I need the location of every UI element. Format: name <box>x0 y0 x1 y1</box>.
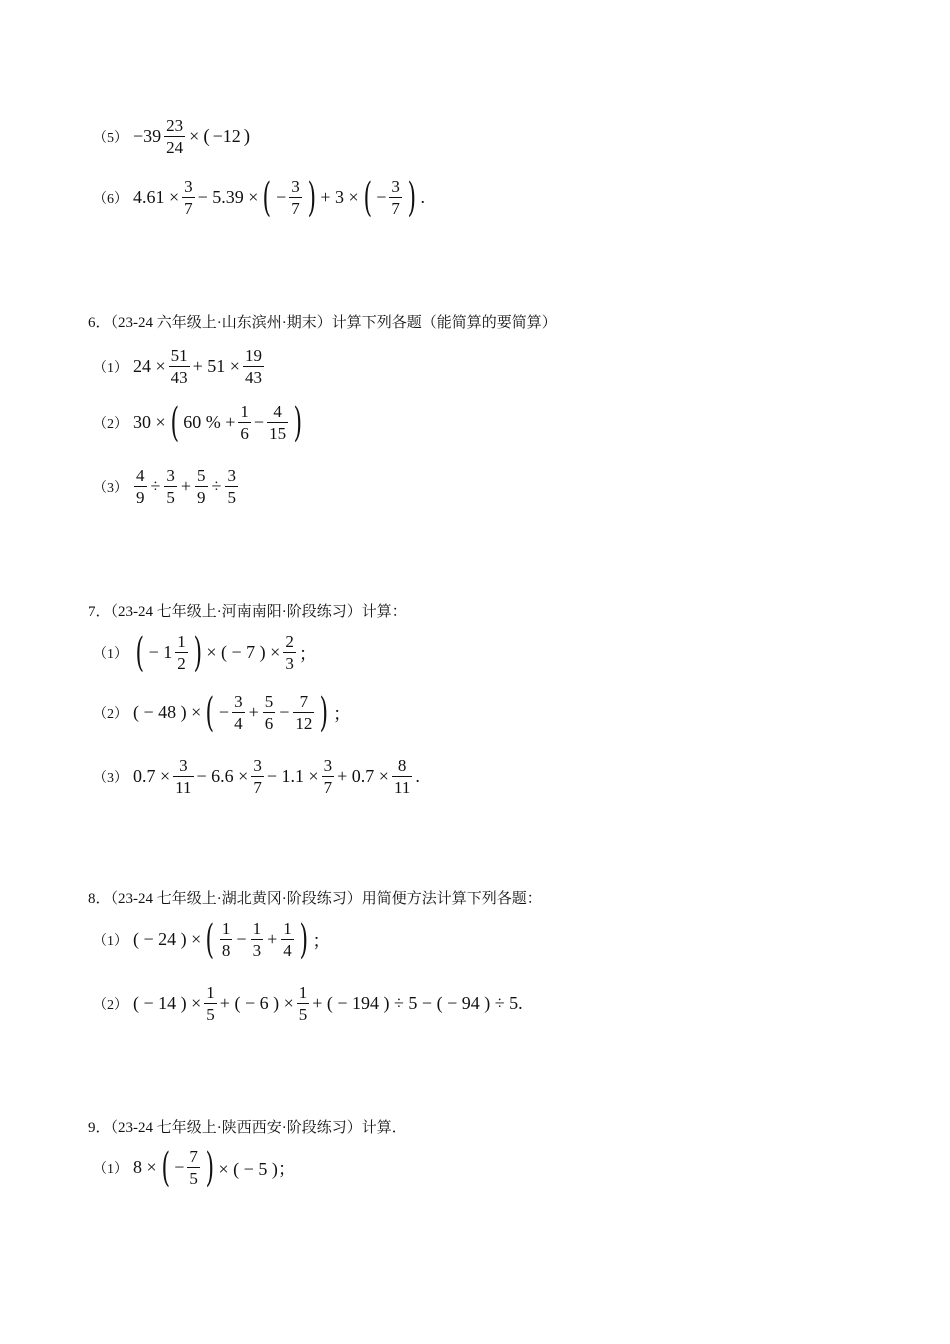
numerator: 8 <box>397 756 407 775</box>
item-label: （1） <box>93 933 128 949</box>
term: − 1.1 × <box>266 766 319 787</box>
paren-right: ) <box>243 125 251 147</box>
term: 0.7 × <box>133 766 171 787</box>
denominator: 43 <box>170 367 188 387</box>
big-paren-right: ) <box>299 916 308 963</box>
numerator: 4 <box>136 466 145 485</box>
term: −12 <box>212 126 241 147</box>
big-paren-left: ( <box>170 399 179 446</box>
operator: − <box>279 702 290 723</box>
denominator: 7 <box>184 198 193 218</box>
numerator: 3 <box>184 177 193 196</box>
big-paren-left: ( <box>262 174 272 221</box>
big-paren-left: ( <box>161 1144 170 1191</box>
item-label: （3） <box>93 480 128 496</box>
numerator: 3 <box>234 692 243 711</box>
question-6-header: 6．（23-24 六年级上·山东滨州·期末）计算下列各题（能简算的要简算） <box>88 315 557 331</box>
fraction <box>392 756 412 797</box>
denominator: 7 <box>253 777 262 797</box>
denominator: 5 <box>206 1004 215 1024</box>
fraction <box>195 466 208 507</box>
term: − <box>174 1157 185 1178</box>
math-expression <box>132 1144 297 1191</box>
denominator: 43 <box>244 367 262 387</box>
math-expression <box>132 116 252 157</box>
operator: + <box>267 929 278 950</box>
term: − 5.39 × <box>197 187 259 208</box>
denominator: 11 <box>393 777 411 797</box>
numerator: 23 <box>166 116 184 135</box>
term: ( − 14 ) × <box>133 993 202 1014</box>
math-expression <box>132 346 266 387</box>
item-label: （1） <box>93 646 128 662</box>
numerator: 3 <box>323 756 333 775</box>
q8-item-1 <box>93 916 331 963</box>
denominator: 6 <box>240 423 249 443</box>
math-expression <box>132 399 306 446</box>
fraction <box>289 177 302 218</box>
q7-item-3 <box>93 756 421 797</box>
problem-6-item <box>93 174 426 221</box>
denominator: 5 <box>189 1168 198 1188</box>
term: . <box>415 766 420 787</box>
numerator: 3 <box>291 177 300 196</box>
denominator: 5 <box>227 487 236 507</box>
math-expression <box>132 916 331 963</box>
numerator: 3 <box>179 756 188 775</box>
fraction <box>243 346 264 387</box>
fraction <box>182 177 195 218</box>
q6-item-1 <box>93 346 266 387</box>
denominator: 6 <box>264 713 274 733</box>
fraction <box>173 756 193 797</box>
term: − 6.6 × <box>196 766 249 787</box>
operator: − <box>236 929 247 950</box>
numerator: 4 <box>273 402 282 421</box>
numerator: 7 <box>299 692 309 711</box>
denominator: 11 <box>175 777 192 797</box>
fraction <box>238 402 251 443</box>
fraction <box>263 692 276 733</box>
math-expression <box>132 983 524 1024</box>
item-label: （2） <box>93 416 128 432</box>
denominator: 4 <box>283 940 292 960</box>
math-expression <box>132 629 318 676</box>
big-paren-right: ) <box>319 689 329 736</box>
fraction <box>281 919 294 960</box>
term: − <box>218 702 230 723</box>
math-expression <box>132 174 426 221</box>
term: × ( − 7 ) × <box>206 642 281 663</box>
numerator: 5 <box>264 692 274 711</box>
q7-item-2 <box>93 689 352 736</box>
denominator: 9 <box>136 487 145 507</box>
fraction <box>232 692 245 733</box>
term: 4.61 × <box>133 187 180 208</box>
term: ； <box>332 703 351 724</box>
denominator: 5 <box>166 487 175 507</box>
operator: + <box>248 702 259 723</box>
denominator: 7 <box>323 777 333 797</box>
item-label: （1） <box>93 1161 128 1177</box>
term: − <box>376 187 387 208</box>
term: × ( − 5 )； <box>218 1158 296 1179</box>
fraction <box>293 692 314 733</box>
item-label: （5） <box>93 130 128 146</box>
fraction <box>297 983 310 1024</box>
numerator: 1 <box>206 983 215 1002</box>
big-paren-right: ) <box>293 399 303 446</box>
math-expression <box>132 466 240 507</box>
fraction <box>251 756 264 797</box>
q8-item-2 <box>93 983 524 1024</box>
item-label: （1） <box>93 360 128 376</box>
question-7-header: 7．（23-24 七年级上·河南南阳·阶段练习）计算： <box>88 604 407 620</box>
big-paren-left: ( <box>205 916 215 963</box>
operator: ÷ <box>211 476 222 497</box>
denominator: 24 <box>166 137 184 157</box>
fraction <box>251 919 264 960</box>
denominator: 12 <box>295 713 313 733</box>
numerator: 51 <box>170 346 188 365</box>
big-paren-left: ( <box>135 629 145 676</box>
term: − <box>253 412 265 433</box>
term: . <box>420 187 426 208</box>
big-paren-right: ) <box>307 174 316 221</box>
fraction <box>164 116 185 157</box>
term: ( − 48 ) × <box>133 702 202 723</box>
denominator: 5 <box>298 1004 308 1024</box>
problem-5-item <box>93 116 252 157</box>
question-8-header: 8．（23-24 七年级上·湖北黄冈·阶段练习）用简便方法计算下列各题： <box>88 891 542 907</box>
term: 24 × <box>133 356 166 377</box>
big-paren-right: ) <box>407 174 417 221</box>
item-label: （3） <box>93 770 128 786</box>
term: + ( − 194 ) ÷ 5 − ( − 94 ) ÷ 5. <box>312 993 523 1014</box>
denominator: 9 <box>197 487 206 507</box>
fraction <box>134 466 147 507</box>
numerator: 1 <box>221 919 231 938</box>
numerator: 2 <box>285 632 294 651</box>
denominator: 4 <box>234 713 243 733</box>
fraction <box>225 466 238 507</box>
denominator: 2 <box>177 653 186 673</box>
fraction <box>169 346 190 387</box>
item-label: （6） <box>93 191 128 207</box>
term: + 0.7 × <box>337 766 389 787</box>
numerator: 3 <box>227 466 236 485</box>
numerator: 1 <box>298 983 308 1002</box>
q9-item-1 <box>93 1144 297 1191</box>
denominator: 3 <box>252 940 262 960</box>
term: + 51 × <box>192 356 240 377</box>
denominator: 15 <box>269 423 287 443</box>
numerator: 1 <box>177 632 186 651</box>
operator: ÷ <box>150 476 161 497</box>
big-paren-right: ) <box>193 629 202 676</box>
term: 8 × <box>133 1157 157 1178</box>
item-label: （2） <box>93 997 128 1013</box>
math-expression <box>132 756 421 797</box>
term: ； <box>298 643 317 664</box>
q6-item-3 <box>93 466 240 507</box>
fraction <box>267 402 288 443</box>
fraction <box>175 632 188 673</box>
big-paren-right: ) <box>205 1144 215 1191</box>
term: ( − 24 ) × <box>133 929 202 950</box>
paren-left: ( <box>203 125 210 147</box>
fraction <box>220 919 233 960</box>
fraction <box>187 1147 200 1188</box>
numerator: 3 <box>253 756 262 775</box>
term: 30 × <box>133 412 166 433</box>
item-label: （2） <box>93 706 128 722</box>
fraction <box>389 177 402 218</box>
fraction <box>164 466 177 507</box>
q6-item-2 <box>93 399 306 446</box>
term: −39 <box>133 126 162 147</box>
term: − 1 <box>148 642 173 663</box>
term: ； <box>312 930 331 951</box>
big-paren-left: ( <box>205 689 215 736</box>
term: 60 % + <box>183 412 236 433</box>
operator: + <box>180 476 192 497</box>
numerator: 1 <box>240 402 249 421</box>
numerator: 5 <box>197 466 206 485</box>
operator: × <box>189 126 200 147</box>
fraction <box>283 632 296 673</box>
denominator: 7 <box>291 198 300 218</box>
denominator: 8 <box>221 940 231 960</box>
term: + 3 × <box>320 187 359 208</box>
numerator: 7 <box>189 1147 198 1166</box>
denominator: 7 <box>391 198 400 218</box>
q7-item-1 <box>93 629 318 676</box>
denominator: 3 <box>285 653 294 673</box>
fraction <box>204 983 217 1024</box>
numerator: 3 <box>166 466 175 485</box>
term: − <box>276 187 287 208</box>
numerator: 1 <box>283 919 292 938</box>
big-paren-left: ( <box>363 174 372 221</box>
term: + ( − 6 ) × <box>219 993 294 1014</box>
fraction <box>322 756 335 797</box>
math-expression <box>132 689 352 736</box>
numerator: 3 <box>391 177 400 196</box>
numerator: 19 <box>244 346 262 365</box>
numerator: 1 <box>252 919 262 938</box>
question-9-header: 9．（23-24 七年级上·陕西西安·阶段练习）计算． <box>88 1120 407 1136</box>
